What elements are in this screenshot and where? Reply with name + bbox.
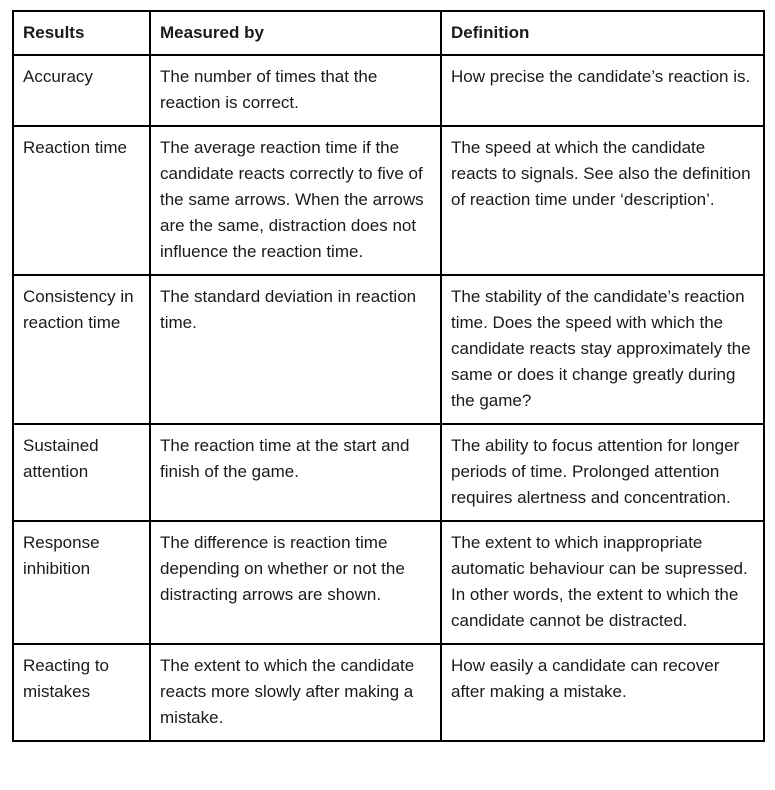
table-row xyxy=(13,275,764,424)
result-cell: Response inhibition xyxy=(13,521,150,644)
measured-by-cell: The number of times that the reaction is correct. xyxy=(150,55,441,126)
header-cell-definition: Definition xyxy=(441,11,764,55)
definition-cell: The ability to focus attention for longer periods of time. Prolonged attention requires alertness and concentration. xyxy=(441,424,764,521)
result-cell: Reaction time xyxy=(13,126,150,275)
measured-by-cell: The difference is reaction time depending on whether or not the distracting arrows are shown. xyxy=(150,521,441,644)
table-body xyxy=(13,55,764,741)
header-cell-results: Results xyxy=(13,11,150,55)
table-row xyxy=(13,424,764,521)
header-cell-measured-by: Measured by xyxy=(150,11,441,55)
definition-cell: How precise the candidate’s reaction is. xyxy=(441,55,764,126)
result-cell: Consistency in reaction time xyxy=(13,275,150,424)
header-row xyxy=(13,11,764,55)
definition-cell: The stability of the candidate’s reaction time. Does the speed with which the candidate reacts stay approximately the same or does it change greatly during the game? xyxy=(441,275,764,424)
table-row xyxy=(13,644,764,741)
definition-cell: The extent to which inappropriate automatic behaviour can be supressed. In other words, the extent to which the candidate cannot be distracted. xyxy=(441,521,764,644)
table-row xyxy=(13,521,764,644)
table-row xyxy=(13,126,764,275)
measured-by-cell: The extent to which the candidate reacts more slowly after making a mistake. xyxy=(150,644,441,741)
table-row xyxy=(13,55,764,126)
results-table xyxy=(12,10,765,742)
result-cell: Accuracy xyxy=(13,55,150,126)
measured-by-cell: The average reaction time if the candidate reacts correctly to five of the same arrows. When the arrows are the same, distraction does not influence the reaction time. xyxy=(150,126,441,275)
measured-by-cell: The reaction time at the start and finish of the game. xyxy=(150,424,441,521)
measured-by-cell: The standard deviation in reaction time. xyxy=(150,275,441,424)
result-cell: Sustained attention xyxy=(13,424,150,521)
definition-cell: The speed at which the candidate reacts to signals. See also the definition of reaction time under ‘description’. xyxy=(441,126,764,275)
definition-cell: How easily a candidate can recover after making a mistake. xyxy=(441,644,764,741)
result-cell: Reacting to mistakes xyxy=(13,644,150,741)
table-header xyxy=(13,11,764,55)
